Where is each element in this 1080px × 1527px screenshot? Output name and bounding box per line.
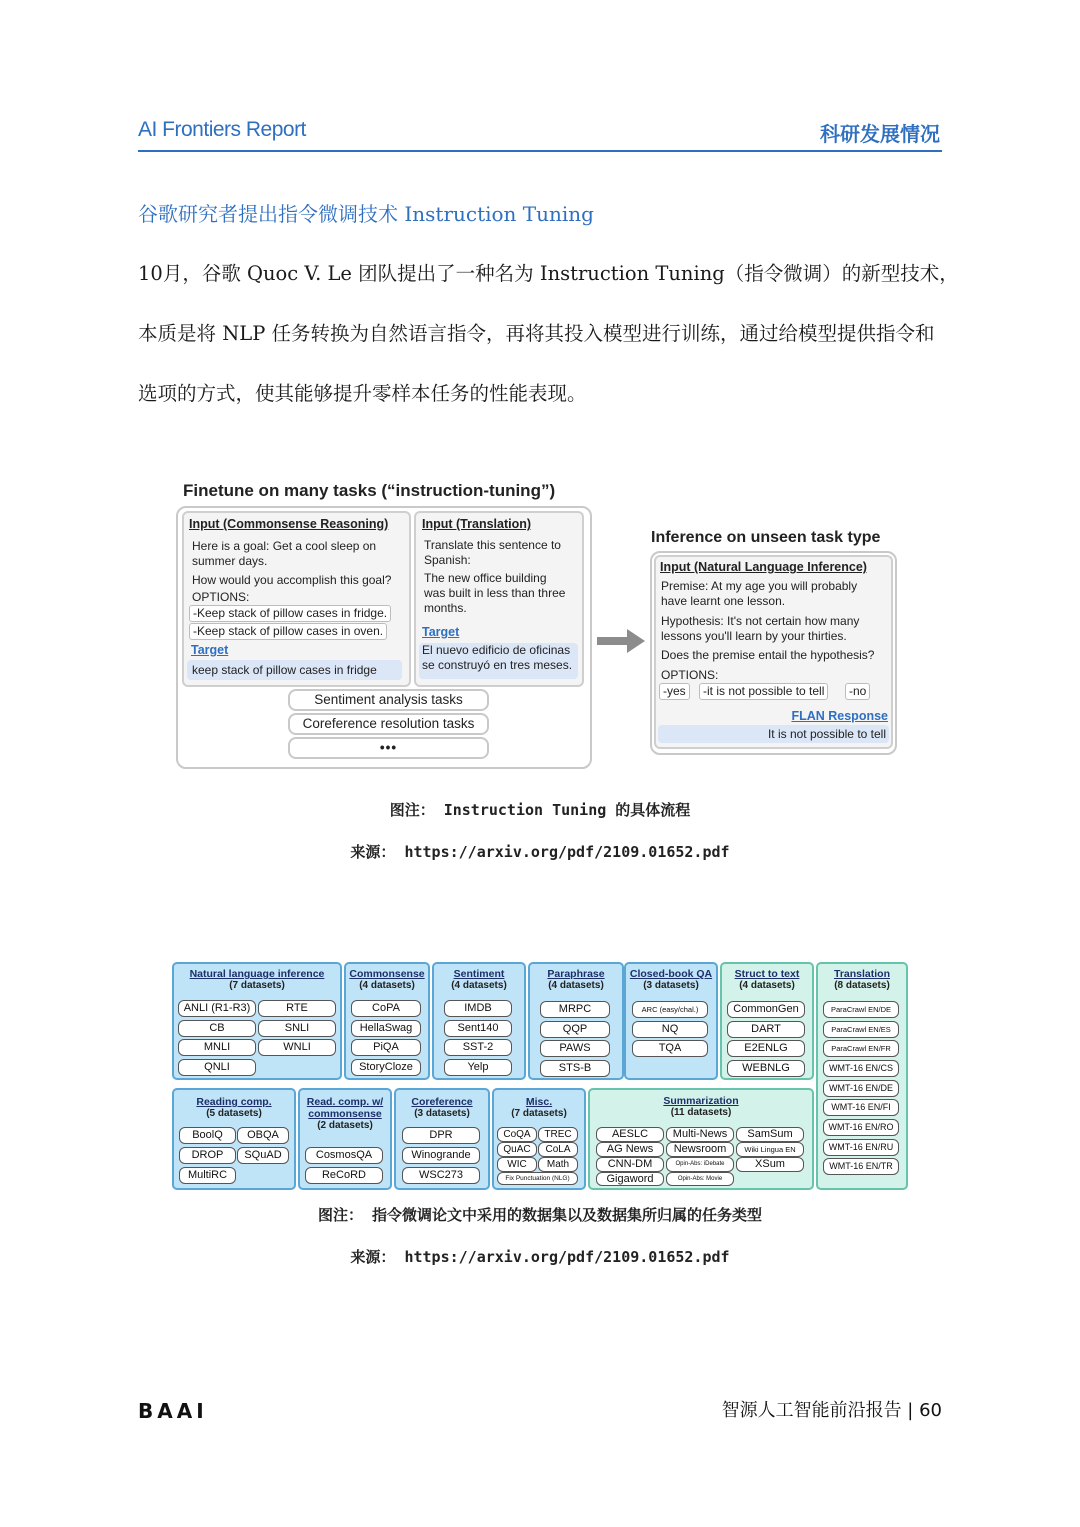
- source-figure2: 来源： https://arxiv.org/pdf/2109.01652.pdf: [350, 1248, 730, 1266]
- group-translation: [816, 962, 908, 1190]
- paragraph-line-2: 本质是将 NLP 任务转换为自然语言指令，再将其投入模型进行训练，通过给模型提供指令和: [138, 322, 935, 345]
- group-title: Paraphrase: [547, 968, 605, 980]
- more-tasks-pill: •••: [288, 737, 489, 759]
- group-title: Closed-book QA: [629, 968, 713, 980]
- commonsense-line: How would you accomplish this goal?: [192, 573, 392, 587]
- hypothesis-line: Hypothesis: It's not certain how many: [661, 614, 860, 628]
- inference-option: -no: [845, 683, 870, 700]
- sentiment-tasks-pill: Sentiment analysis tasks: [288, 689, 489, 711]
- paragraph-line-3: 选项的方式，使其能够提升零样本任务的性能表现。: [138, 382, 587, 405]
- dataset-chip: IMDB: [444, 1000, 512, 1017]
- dataset-chip: DART: [727, 1021, 805, 1038]
- caption-figure1: 图注： Instruction Tuning 的具体流程: [389, 801, 691, 819]
- section-label: 科研发展情况: [820, 122, 940, 146]
- dataset-chip: TQA: [632, 1040, 708, 1057]
- translation-target-line: se construyó en tres meses.: [422, 658, 573, 672]
- group-title: Read. comp. w/: [306, 1096, 384, 1108]
- premise-line: have learnt one lesson.: [661, 594, 786, 608]
- dataset-chip: DPR: [402, 1127, 480, 1144]
- dataset-chip: E2ENLG: [727, 1040, 805, 1057]
- dataset-chip: Yelp: [444, 1059, 512, 1076]
- dataset-chip: WMT-16 EN/RO: [823, 1119, 899, 1136]
- commonsense-card: [182, 511, 411, 687]
- group-coreference: [394, 1088, 490, 1190]
- dataset-chip: PAWS: [540, 1040, 610, 1057]
- translation-line: Spanish:: [424, 553, 471, 567]
- dataset-chip: MRPC: [540, 1001, 610, 1018]
- group-count: (4 datasets): [739, 980, 795, 991]
- dataset-chip: XSum: [736, 1157, 804, 1172]
- dataset-chip: NQ: [632, 1021, 708, 1038]
- report-title: AI Frontiers Report: [138, 118, 306, 141]
- group-commonsense: [344, 962, 430, 1080]
- flan-response-text: It is not possible to tell: [658, 725, 889, 743]
- group-struct-to-text: [720, 962, 814, 1080]
- dataset-chip: CNN-DM: [596, 1157, 664, 1172]
- translation-header: Input (Translation): [422, 517, 532, 531]
- dataset-chip: AG News: [596, 1142, 664, 1157]
- inference-option: -it is not possible to tell: [699, 683, 828, 700]
- dataset-chip: Wiki Lingua EN: [736, 1142, 804, 1157]
- group-title: Commonsense: [349, 968, 425, 980]
- translation-line: was built in less than three: [424, 586, 566, 600]
- dataset-chip: CoQA: [497, 1127, 537, 1142]
- commonsense-header: Input (Commonsense Reasoning): [189, 517, 389, 531]
- group-count: (7 datasets): [229, 980, 285, 991]
- group-count: (4 datasets): [548, 980, 604, 991]
- group-read-comp-commonsense: [298, 1088, 392, 1190]
- group-title: Struct to text: [734, 968, 800, 980]
- dataset-chip: ANLI (R1-R3): [178, 1000, 256, 1017]
- dataset-chip: PiQA: [351, 1039, 421, 1056]
- dataset-chip: QQP: [540, 1021, 610, 1038]
- group-closed-book-qa: [624, 962, 718, 1080]
- dataset-chip: Gigaword: [596, 1172, 664, 1186]
- dataset-chip: SST-2: [444, 1039, 512, 1056]
- translation-line: months.: [424, 601, 467, 615]
- premise-line: Premise: At my age you will probably: [661, 579, 858, 593]
- group-title: Misc.: [525, 1096, 553, 1108]
- dataset-chip: MultiRC: [179, 1167, 236, 1184]
- dataset-chip: BoolQ: [179, 1127, 236, 1144]
- dataset-chip: CosmosQA: [305, 1147, 383, 1164]
- header-divider: [138, 150, 942, 152]
- inference-title: Inference on unseen task type: [651, 529, 881, 546]
- commonsense-target-label: Target: [191, 643, 229, 657]
- dataset-chip: WMT-16 EN/TR: [823, 1158, 899, 1175]
- group-nli: [172, 962, 342, 1080]
- dataset-chip: ParaCrawl EN/ES: [823, 1021, 899, 1038]
- inference-card: [654, 555, 893, 749]
- coreference-tasks-pill: Coreference resolution tasks: [288, 713, 489, 735]
- hypothesis-line: lessons you'll learn by your thirties.: [661, 629, 847, 643]
- commonsense-target-text: keep stack of pillow cases in fridge: [187, 660, 402, 680]
- group-title: Translation: [833, 968, 890, 980]
- group-count: (3 datasets): [414, 1108, 470, 1119]
- dataset-chip: STS-B: [540, 1060, 610, 1077]
- dataset-chip: ReCoRD: [305, 1167, 383, 1184]
- inference-option: -yes: [659, 683, 690, 700]
- question-line: Does the premise entail the hypothesis?: [661, 648, 875, 662]
- commonsense-line: Here is a goal: Get a cool sleep on: [192, 539, 377, 553]
- arrow-right-icon: [597, 629, 647, 653]
- dataset-chip: ParaCrawl EN/FR: [823, 1040, 899, 1057]
- dataset-chip: RTE: [258, 1000, 336, 1017]
- group-title: Coreference: [411, 1096, 473, 1108]
- dataset-chip: Sent140: [444, 1020, 512, 1037]
- dataset-chip: HellaSwag: [351, 1020, 421, 1037]
- dataset-chip: WMT-16 EN/DE: [823, 1080, 899, 1097]
- dataset-chip: ParaCrawl EN/DE: [823, 1001, 899, 1018]
- commonsense-line: summer days.: [192, 554, 268, 568]
- translation-line: Translate this sentence to: [424, 538, 561, 552]
- translation-line: The new office building: [424, 571, 547, 585]
- flan-response-label: FLAN Response: [791, 709, 888, 723]
- dataset-chip: SQuAD: [237, 1147, 289, 1164]
- group-title: Sentiment: [453, 968, 505, 980]
- commonsense-option: -Keep stack of pillow cases in oven.: [189, 623, 387, 640]
- group-count: (2 datasets): [317, 1120, 373, 1131]
- dataset-chip: OBQA: [237, 1127, 289, 1144]
- group-count: (8 datasets): [834, 980, 890, 991]
- section-title: 谷歌研究者提出指令微调技术 Instruction Tuning: [138, 202, 594, 226]
- source-figure1: 来源： https://arxiv.org/pdf/2109.01652.pdf: [350, 843, 730, 861]
- dataset-chip: Opin-Abs: iDebate: [666, 1157, 734, 1172]
- translation-target-box: [419, 643, 578, 679]
- dataset-chip: ARC (easy/chal.): [632, 1001, 708, 1018]
- dataset-chip: WIC: [497, 1157, 537, 1172]
- dataset-chip: Newsroom: [666, 1142, 734, 1157]
- options-label: OPTIONS:: [661, 668, 719, 682]
- dataset-chip: CB: [178, 1020, 256, 1037]
- dataset-chip: MNLI: [178, 1039, 256, 1056]
- dataset-chip: WEBNLG: [727, 1060, 805, 1077]
- dataset-chip: AESLC: [596, 1127, 664, 1142]
- group-count: (4 datasets): [451, 980, 507, 991]
- dataset-chip: DROP: [179, 1147, 236, 1164]
- translation-target-label: Target: [422, 625, 460, 639]
- group-title-line2: commonsense: [308, 1108, 382, 1120]
- figure1-title: Finetune on many tasks (“instruction-tuning”): [183, 481, 556, 500]
- group-count: (3 datasets): [643, 980, 699, 991]
- group-count: (4 datasets): [359, 980, 415, 991]
- dataset-chip: Opin-Abs: Movie: [666, 1172, 734, 1186]
- group-misc: [492, 1088, 586, 1190]
- dataset-chip: Fix Punctuation (NLG): [497, 1172, 578, 1185]
- footer-page-label: 智源人工智能前沿报告 | 60: [721, 1400, 942, 1421]
- group-count: (7 datasets): [511, 1108, 567, 1119]
- dataset-chip: SNLI: [258, 1020, 336, 1037]
- dataset-chip: WNLI: [258, 1039, 336, 1056]
- dataset-chip: WMT-16 EN/FI: [823, 1099, 899, 1116]
- dataset-chip: SamSum: [736, 1127, 804, 1142]
- group-count: (5 datasets): [206, 1108, 262, 1119]
- dataset-chip: QNLI: [178, 1059, 256, 1076]
- caption-figure2: 图注： 指令微调论文中采用的数据集以及数据集所归属的任务类型: [317, 1206, 763, 1224]
- dataset-chip: CoLA: [538, 1142, 578, 1157]
- dataset-chip: CoPA: [351, 1000, 421, 1017]
- paragraph-line-1: 10月，谷歌 Quoc V. Le 团队提出了一种名为 Instruction Tuning（指令微调）的新型技术，: [138, 262, 959, 285]
- baai-logo: BAAI: [138, 1399, 208, 1423]
- translation-card: [414, 511, 584, 687]
- commonsense-option: -Keep stack of pillow cases in fridge.: [189, 605, 391, 622]
- group-count: (11 datasets): [670, 1107, 732, 1118]
- group-title: Natural language inference: [189, 968, 325, 980]
- dataset-chip: WSC273: [402, 1167, 480, 1184]
- group-summarization: [588, 1088, 814, 1190]
- commonsense-line: OPTIONS:: [192, 590, 250, 604]
- dataset-chip: TREC: [538, 1127, 578, 1142]
- dataset-chip: StoryCloze: [351, 1059, 421, 1076]
- group-reading-comp: [172, 1088, 296, 1190]
- group-paraphrase: [528, 962, 624, 1080]
- translation-target-line: El nuevo edificio de oficinas: [422, 643, 571, 657]
- group-sentiment: [432, 962, 526, 1080]
- group-title: Summarization: [663, 1095, 739, 1107]
- dataset-chip: Winogrande: [402, 1147, 480, 1164]
- dataset-chip: CommonGen: [727, 1001, 805, 1018]
- dataset-chip: WMT-16 EN/CS: [823, 1060, 899, 1077]
- dataset-chip: WMT-16 EN/RU: [823, 1139, 899, 1156]
- dataset-chip: Multi-News: [666, 1127, 734, 1142]
- dataset-chip: QuAC: [497, 1142, 537, 1157]
- inference-header: Input (Natural Language Inference): [660, 560, 867, 574]
- dataset-chip: Math: [538, 1157, 578, 1172]
- group-title: Reading comp.: [196, 1096, 272, 1108]
